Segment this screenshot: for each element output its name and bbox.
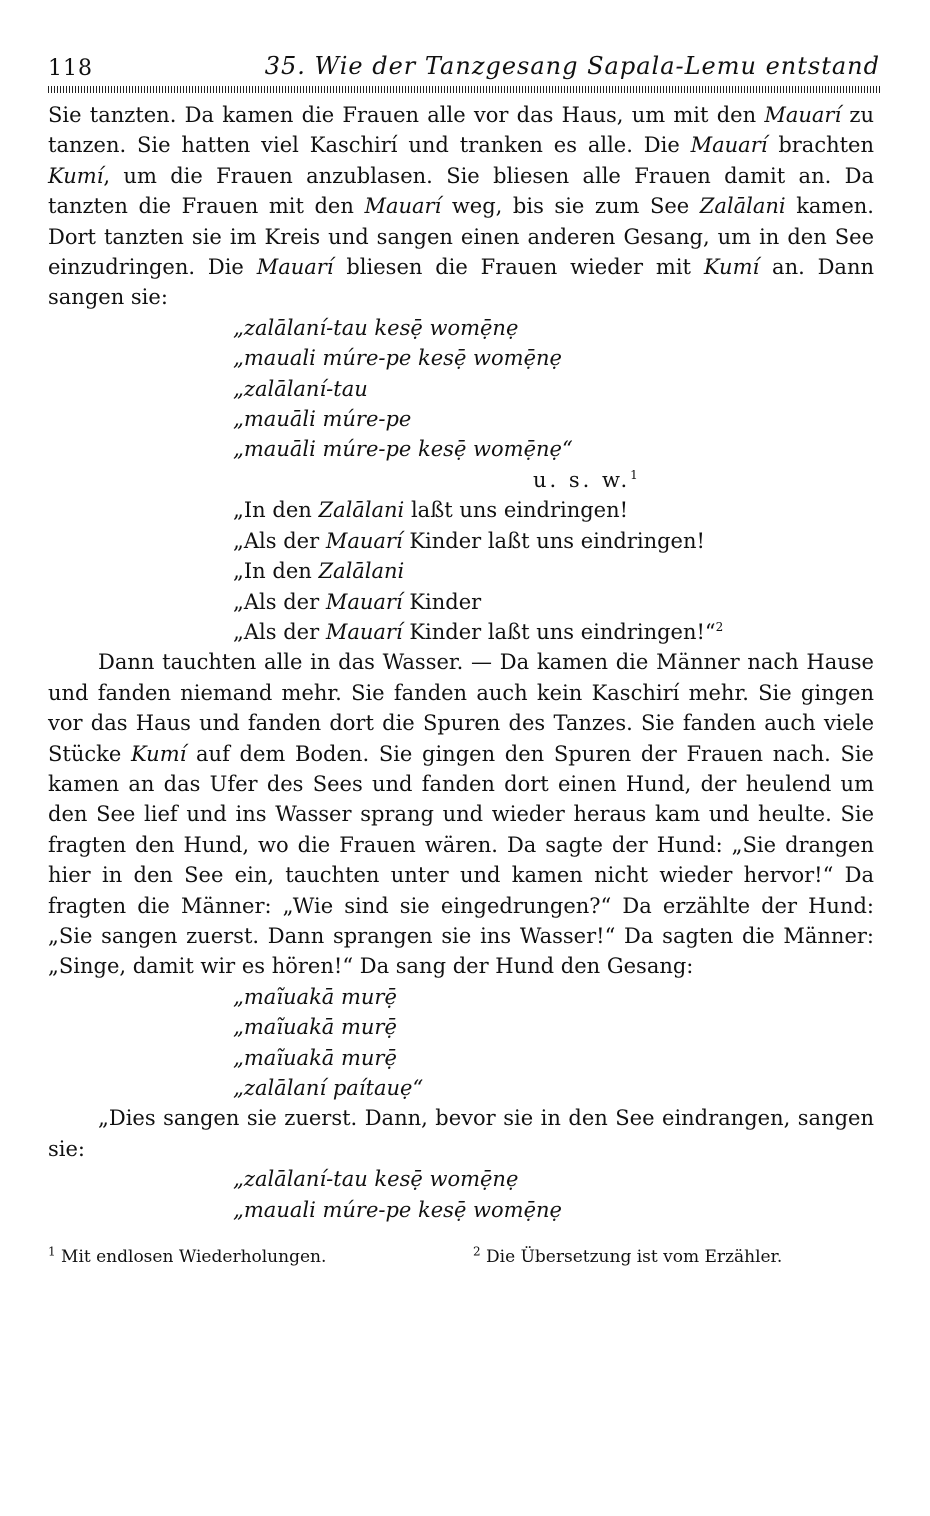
song-1 [48,313,874,465]
italic-term: Mauarí [325,589,403,614]
text-run: laßt uns eindringen! [404,498,629,523]
usw-text: u. s. w. [533,467,631,492]
verse-line: „mauali múre-pe kesẹ̄ womẹ̄nẹ [233,346,562,371]
song-2 [48,982,874,1104]
text-run: zu tanzen. Sie hatten viel Kaschirí und tranken es alle. Die [48,103,875,158]
header-rule [48,86,880,93]
footnote-1 [48,1244,327,1267]
text-run: kamen. Dort tanzten sie im Kreis und sangen einen anderen Gesang, um in den See einzudringen. Die [48,194,874,280]
text-run: „Als der [233,589,326,614]
footnote-mark-2: 2 [473,1244,481,1259]
italic-term: Mauarí [364,194,442,219]
main-text [48,100,874,1225]
italic-term: Zalālani [318,559,405,584]
text-run: „In den [233,559,319,584]
footnote-mark-1: 1 [48,1244,56,1259]
verse-line: „zalālaní-tau kesẹ̄ womẹ̄nẹ [233,1167,519,1192]
verse-line: „maĩuakā murẹ̄ [233,1045,397,1070]
text-run: weg, bis sie zum See [441,194,700,219]
text-run: , um die Frauen anzublasen. Sie bliesen alle Frauen damit an. Da tanzten die Frauen mit den [48,163,874,219]
footnote-2 [473,1244,783,1267]
footnote-ref-1: 1 [630,467,641,482]
text-run: Kinder [402,589,482,614]
verse-line [48,556,874,586]
italic-term: Mauarí [256,255,334,280]
text-run: „Als der [233,528,326,553]
running-title: 35. Wie der Tanzgesang Sapala-Lemu entstand [264,52,880,80]
verse-line: „mauali múre-pe kesẹ̄ womẹ̄nẹ [233,1197,562,1222]
paragraph-3 [48,1103,874,1164]
italic-term: Kumí [48,163,104,188]
verse-line [48,526,874,556]
italic-term: Kumí [130,741,187,766]
song-3 [48,1164,874,1225]
text-run: „Als der [233,619,326,644]
footnote-text-2: Die Übersetzung ist vom Erzähler. [480,1247,783,1267]
verse-line: „zalālaní-tau [233,376,368,401]
text-run: bliesen die Frauen wieder mit [333,255,704,280]
verse-line [48,617,874,647]
italic-term: Mauarí [690,133,768,158]
text-run: an. Dann sangen sie: [48,255,875,310]
verse-line: „maĩuakā murẹ̄ [233,984,397,1009]
verse-line: „zalālaní paítauẹ“ [233,1076,424,1100]
italic-term: Kumí [703,255,760,280]
paragraph-2 [48,647,874,981]
text-run: Dann tauchten alle in das Wasser. — Da kamen die Männer nach Hause und fanden niemand mehr. Sie fanden auch kein Kaschirí mehr. Sie gingen vor das Haus und fanden dort die Spuren des Tanzes. Sie fanden auch viele Stücke [48,650,874,766]
text-run: Kinder laßt uns eindringen! [402,528,705,553]
verse-line [48,495,874,525]
text-run: auf dem Boden. Sie gingen den Spuren der Frauen nach. Sie kamen an das Ufer des Sees und fanden dort einen Hund, der heulend um den See lief und ins Wasser sprang und wieder heraus kam und heulte. Sie fragten den Hund, wo die Frauen wären. Da sagte der Hund: „Sie drangen hier in den See ein, tauchten unter und kamen nicht wieder hervor!“ Da fragten die Männer: „Wie sind sie eingedrungen?“ Da erzählte der Hund: „Sie sangen zuerst. Dann sprangen sie ins Wasser!“ Da sagten die Männer: „Singe, damit wir es hören!“ Da sang der Hund den Gesang: [48,741,874,979]
usw-line [48,465,874,495]
page-number: 118 [48,56,93,81]
paragraph-1 [48,100,874,313]
song-translation [48,495,874,647]
text-run: brachten [767,133,874,158]
italic-term: Mauarí [325,528,403,553]
italic-term: Mauarí [325,619,403,644]
verse-line: „mauāli múre-pe [233,407,412,432]
verse-line [48,587,874,617]
footnote-text-1: Mit endlosen Wiederholungen. [55,1247,327,1267]
italic-term: Mauarí [764,103,842,127]
verse-line: „zalālaní-tau kesẹ̄ womẹ̄nẹ [233,315,519,340]
text-run: „In den [233,498,319,523]
footnote-ref: 2 [715,619,724,634]
text-run: „Dies sangen sie zuerst. Dann, bevor sie in den See eindrangen, sangen sie: [48,1106,874,1161]
italic-term: Zalālani [318,498,405,523]
verse-line: „maĩuakā murẹ̄ [233,1015,397,1040]
text-run: Kinder laßt uns eindringen!“ [402,619,716,644]
verse-line: „mauāli múre-pe kesẹ̄ womẹ̄nẹ“ [233,437,573,462]
text-run: Sie tanzten. Da kamen die Frauen alle vor das Haus, um mit den [48,103,765,127]
italic-term: Zalālani [699,194,786,219]
